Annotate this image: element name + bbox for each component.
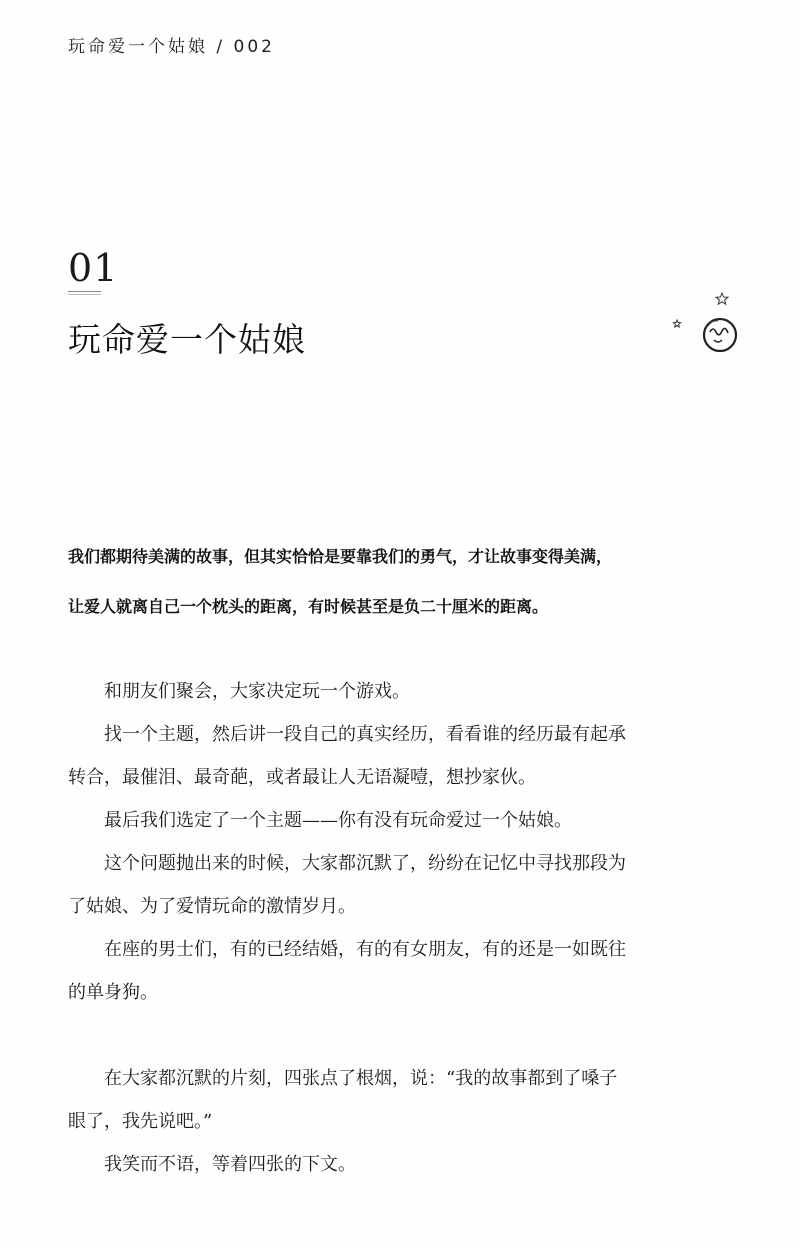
text-line: 转合，最催泪、最奇葩，或者最让人无语凝噎，想抄家伙。 bbox=[68, 767, 536, 788]
text-line: 和朋友们聚会，大家决定玩一个游戏。 bbox=[104, 681, 410, 702]
text-line: 这个问题抛出来的时候，大家都沉默了，纷纷在记忆中寻找那段为 bbox=[104, 853, 626, 874]
star-icon bbox=[673, 320, 680, 327]
text-line: 在座的男士们，有的已经结婚，有的有女朋友，有的还是一如既往 bbox=[104, 939, 626, 960]
text-line: 了姑娘、为了爱情玩命的激情岁月。 bbox=[68, 896, 356, 917]
text-line: 的单身狗。 bbox=[68, 982, 158, 1003]
paragraph bbox=[68, 1057, 758, 1143]
epigraph-line: 让爱人就离自己一个枕头的距离，有时候甚至是负二十厘米的距离。 bbox=[68, 597, 549, 616]
paragraph bbox=[68, 670, 758, 713]
running-header: 玩命爱一个姑娘 / 002 bbox=[68, 37, 275, 57]
text-line: 最后我们选定了一个主题——你有没有玩命爱过一个姑娘。 bbox=[104, 810, 572, 831]
chapter-number-underline bbox=[68, 291, 101, 292]
chapter-number-underline-secondary bbox=[68, 294, 101, 295]
epigraph-line: 我们都期待美满的故事，但其实恰恰是要靠我们的勇气，才让故事变得美满， bbox=[68, 547, 613, 566]
section-gap bbox=[68, 1014, 758, 1057]
text-line: 眼了，我先说吧。” bbox=[68, 1111, 213, 1132]
chapter-epigraph bbox=[68, 540, 758, 640]
paragraph bbox=[68, 928, 758, 1014]
chapter-title: 玩命爱一个姑娘 bbox=[68, 320, 306, 359]
text-line: 我笑而不语，等着四张的下文。 bbox=[104, 1154, 356, 1175]
paragraph bbox=[68, 799, 758, 842]
text-line: 在大家都沉默的片刻，四张点了根烟，说：“我的故事都到了嗓子 bbox=[104, 1068, 618, 1089]
body-text bbox=[68, 670, 758, 1186]
paragraph bbox=[68, 713, 758, 799]
paragraph bbox=[68, 1143, 758, 1186]
star-icon bbox=[716, 293, 728, 304]
chapter-number: 01 bbox=[68, 246, 119, 290]
paragraph bbox=[68, 842, 758, 928]
moon-with-stars-icon bbox=[668, 290, 748, 360]
text-line: 找一个主题，然后讲一段自己的真实经历，看看谁的经历最有起承 bbox=[104, 724, 626, 745]
